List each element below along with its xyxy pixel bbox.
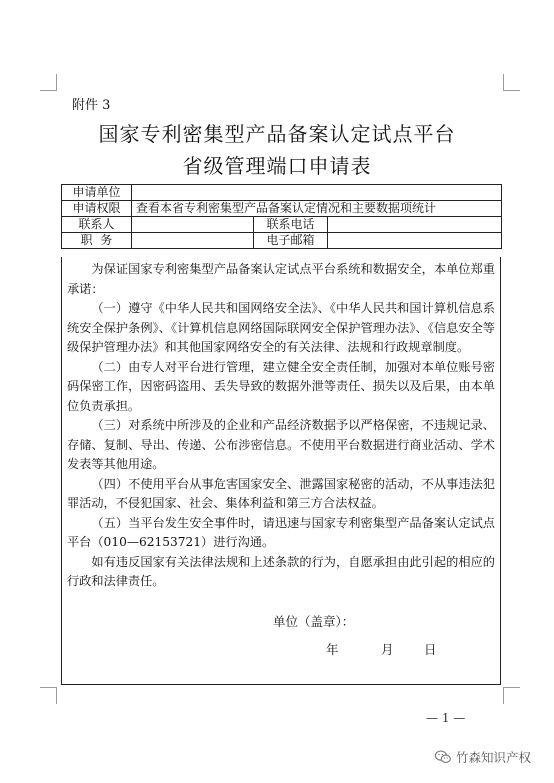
position-label: 职 务 bbox=[62, 233, 132, 249]
watermark-text: 竹森知识产权 bbox=[456, 750, 532, 765]
date-month-label: 月 bbox=[381, 642, 394, 657]
form-row-applicant-unit bbox=[62, 185, 502, 201]
attachment-label: 附件 3 bbox=[72, 98, 111, 113]
pledge-text bbox=[67, 260, 495, 592]
applicant-unit-label: 申请单位 bbox=[62, 185, 132, 201]
form-row-permission bbox=[62, 201, 502, 217]
pledge-liability: 如有违反国家有关法律法规和上述条款的行为，自愿承担由此引起的相应的行政和法律责任。 bbox=[67, 554, 495, 588]
date-day-label: 日 bbox=[424, 642, 437, 657]
contact-label: 联系人 bbox=[62, 217, 132, 233]
email-field[interactable] bbox=[328, 233, 502, 249]
position-field[interactable] bbox=[132, 233, 254, 249]
pledge-item-2: （二）由专人对平台进行管理，建立健全安全责任制，加强对本单位账号密码保密工作，因密码盗用、丢失导致的数据外泄等责任、损失以及后果，由本单位负责承担。 bbox=[67, 359, 495, 413]
crop-mark-bottom-left bbox=[40, 687, 57, 704]
crop-mark-top-right bbox=[503, 74, 520, 91]
applicant-unit-field[interactable] bbox=[132, 185, 502, 201]
contact-field[interactable] bbox=[132, 217, 254, 233]
watermark bbox=[434, 748, 531, 766]
email-label: 电子邮箱 bbox=[254, 233, 328, 249]
crop-mark-top-left bbox=[40, 74, 57, 91]
pledge-item-1: （一）遵守《中华人民共和国网络安全法》、《中华人民共和国计算机信息系统安全保护条例》、《计算机信息网络国际联网安全保护管理办法》、《信息安全等级保护管理办法》和其他国家网络安全的有关法律、法规和行政规章制度。 bbox=[67, 301, 495, 354]
form-row-contact bbox=[62, 217, 502, 233]
crop-mark-bottom-right bbox=[503, 687, 520, 704]
permission-label: 申请权限 bbox=[62, 201, 132, 217]
date-year-label: 年 bbox=[326, 642, 339, 657]
pledge-item-4: （四）不使用平台从事危害国家安全、泄露国家秘密的活动，不从事违法犯罪活动，不侵犯国家、社会、集体利益和第三方合法权益。 bbox=[67, 476, 495, 510]
signature-seal-label: 单位（盖章）： bbox=[273, 614, 355, 629]
permission-value: 查看本省专利密集型产品备案认定情况和主要数据项统计 bbox=[132, 201, 502, 217]
wechat-icon bbox=[434, 750, 452, 764]
form-row-position bbox=[62, 233, 502, 249]
phone-field[interactable] bbox=[328, 217, 502, 233]
pledge-item-5: （五）当平台发生安全事件时，请迅速与国家专利密集型产品备案认定试点平台（010—62153721）进行沟通。 bbox=[67, 515, 495, 549]
pledge-intro: 为保证国家专利密集型产品备案认定试点平台系统和数据安全，本单位郑重承诺： bbox=[67, 262, 495, 296]
pledge-item-3: （三）对系统中所涉及的企业和产品经济数据予以严格保密，不违规记录、存储、复制、导出、传递、公布涉密信息。不使用平台数据进行商业活动、学术发表等其他用途。 bbox=[67, 418, 495, 471]
document-title-line1: 国家专利密集型产品备案认定试点平台 bbox=[98, 122, 456, 146]
application-form-table bbox=[61, 184, 502, 249]
phone-label: 联系电话 bbox=[254, 217, 328, 233]
document-title-line2: 省级管理端口申请表 bbox=[182, 154, 372, 178]
page-number: — 1 — bbox=[426, 711, 466, 725]
